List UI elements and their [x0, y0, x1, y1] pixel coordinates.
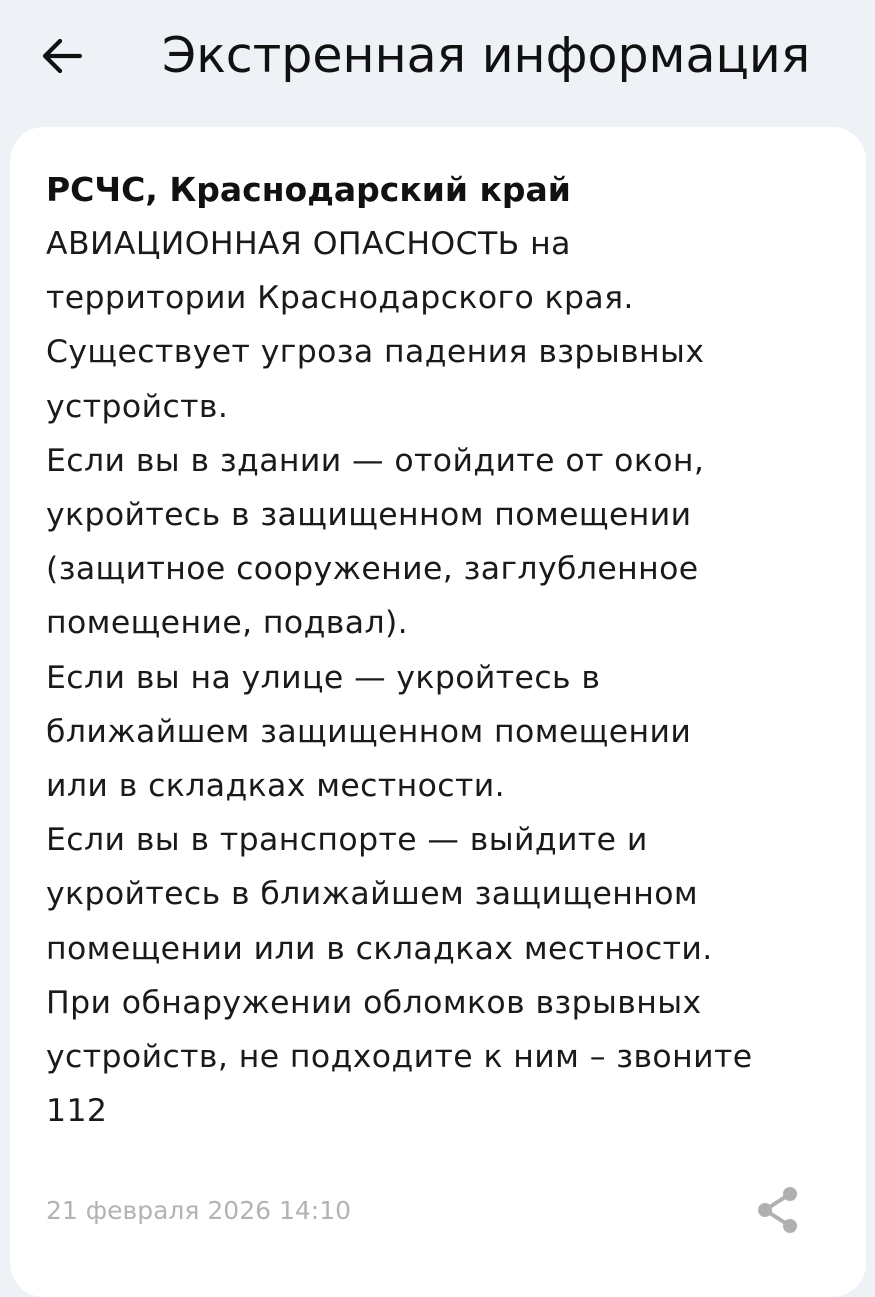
- message-line: устройств, не подходите к ним – звоните: [46, 1039, 753, 1076]
- message-line: АВИАЦИОННАЯ ОПАСНОСТЬ на: [46, 226, 571, 262]
- share-button[interactable]: [754, 1185, 802, 1235]
- message-line: ближайшем защищенном помещении: [46, 713, 692, 750]
- share-icon: [754, 1185, 802, 1235]
- message-line: помещение, подвал).: [46, 605, 409, 642]
- message-line: или в складках местности.: [46, 768, 506, 805]
- message-line: При обнаружении обломков взрывных: [46, 984, 702, 1021]
- message-line: территории Краснодарского края.: [46, 280, 634, 317]
- back-button[interactable]: [36, 30, 88, 82]
- message-line: Существует угроза падения взрывных: [46, 334, 705, 371]
- message-line: укройтесь в ближайшем защищенном: [46, 876, 699, 913]
- message-line: 112: [46, 1093, 108, 1130]
- message-line: устройств.: [46, 388, 229, 425]
- message-line: укройтесь в защищенном помещении: [46, 497, 692, 534]
- alert-source: РСЧС, Краснодарский край: [46, 170, 571, 209]
- message-line: помещении или в складках местности.: [46, 930, 713, 967]
- message-line: (защитное сооружение, заглубленное: [46, 551, 699, 588]
- message-line: Если вы на улице — укройтесь в: [46, 659, 601, 696]
- page-title: Экстренная информация: [162, 27, 811, 84]
- alert-card: [10, 127, 866, 1297]
- app-header: [0, 0, 875, 112]
- message-line: Если вы в здании — отойдите от окон,: [46, 442, 705, 479]
- message-line: Если вы в транспорте — выйдите и: [46, 822, 648, 859]
- alert-message: [46, 217, 836, 1138]
- alert-timestamp: 21 февраля 2026 14:10: [46, 1196, 352, 1225]
- arrow-left-icon: [36, 30, 88, 82]
